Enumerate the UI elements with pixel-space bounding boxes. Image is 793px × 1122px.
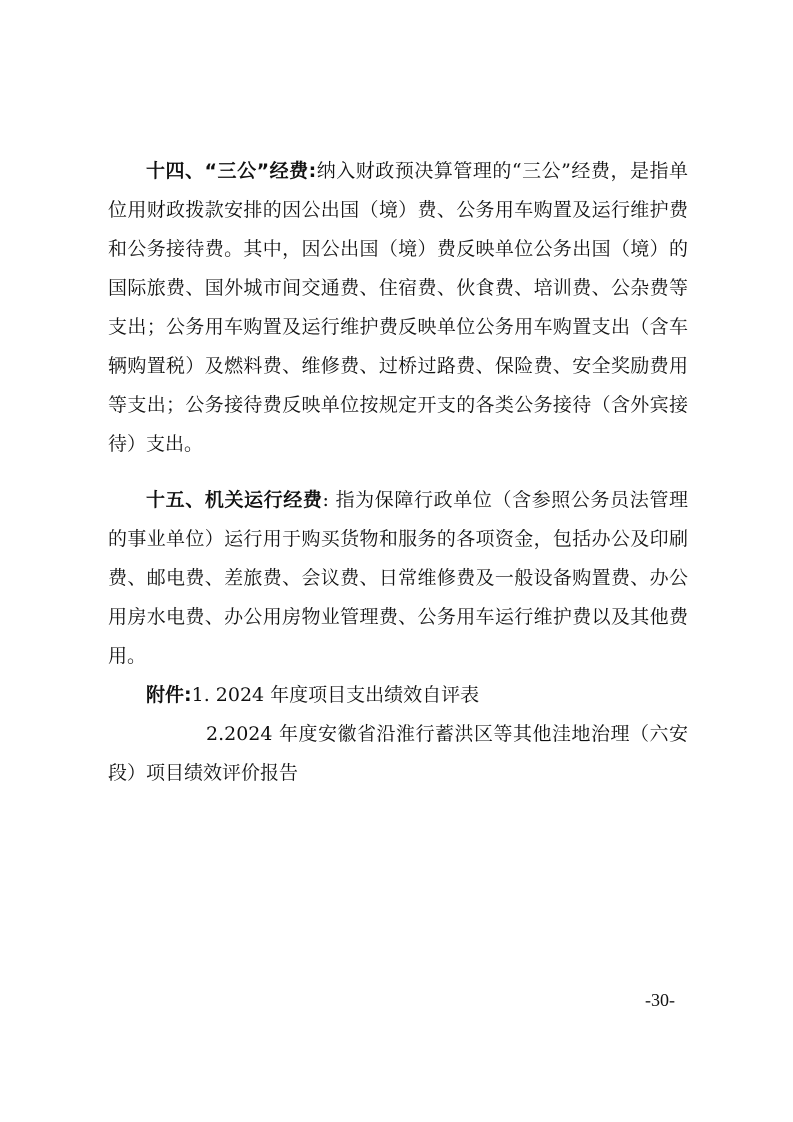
attachment-item-1: 1. 2024 年度项目支出绩效自评表 xyxy=(191,684,480,706)
paragraph-body: 纳入财政预决算管理的“三公”经费，是指单位用财政拨款安排的因公出国（境）费、公务用车购置及运行维护费和公务接待费。其中，因公出国（境）费反映单位公务出国（境）的国际旅费、国外城市间交通费、住宿费、伙食费、培训费、公杂费等支出；公务用车购置及运行维护费反映单位公务用车购置支出（含车辆购置税）及燃料费、维修费、过桥过路费、保险费、安全奖励费用等支出；公务接待费反映单位按规定开支的各类公务接待（含外宾接待）支出。 xyxy=(108,160,688,455)
attachment-label: 附件: xyxy=(146,684,192,706)
paragraph-body: : 指为保障行政单位（含参照公务员法管理的事业单位）运行用于购买货物和服务的各项资金，包括办公及印刷费、邮电费、差旅费、会议费、日常维修费及一般设备购置费、办公用房水电费、办公用房物业管理费、公务用车运行维护费以及其他费用。 xyxy=(108,489,688,667)
attachment-line xyxy=(146,676,479,715)
paragraph-san-gong-expenses xyxy=(108,152,688,464)
attachment-item-2: 2.2024 年度安徽省沿淮行蓄洪区等其他洼地治理（六安段）项目绩效评价报告 xyxy=(108,723,688,784)
paragraph-operating-expenses xyxy=(108,481,688,676)
paragraph-term: 十五、机关运行经费 xyxy=(146,489,323,511)
paragraph-term: 十四、“三公”经费: xyxy=(146,160,317,182)
page-number: -30- xyxy=(645,990,675,1010)
